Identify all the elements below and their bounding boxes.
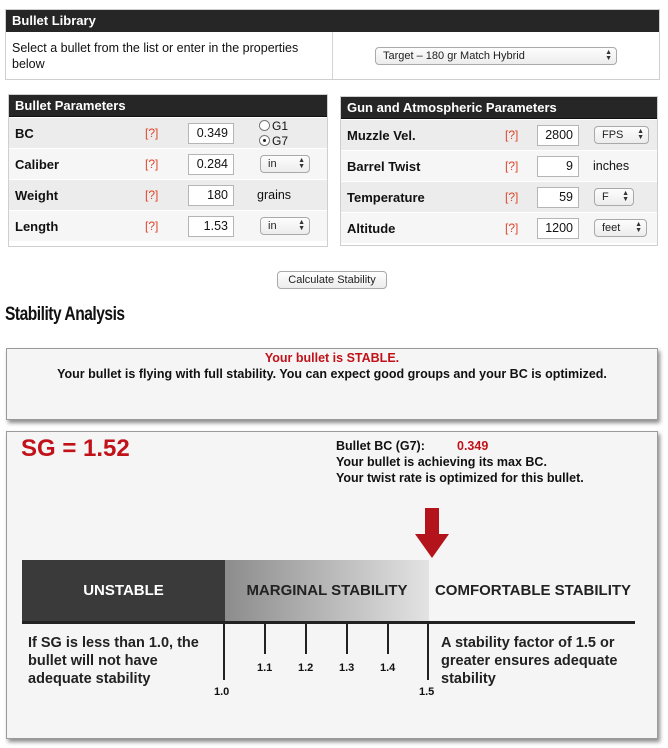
- scale-marginal: MARGINAL STABILITY: [225, 560, 429, 621]
- altitude-help-link[interactable]: [?]: [505, 221, 519, 235]
- select-arrows-icon: ▲ ▼: [298, 219, 305, 232]
- tick-1-0: [223, 621, 225, 680]
- temperature-unit-select[interactable]: F ▲ ▼: [594, 188, 634, 206]
- bc-row: [9, 117, 327, 148]
- g1-radio[interactable]: G1: [259, 119, 288, 134]
- altitude-row: [341, 212, 657, 243]
- bullet-parameters-title: Bullet Parameters: [9, 95, 327, 117]
- tick-1-3: [346, 621, 348, 654]
- bc-input[interactable]: 0.349: [188, 123, 234, 144]
- tick-label-1-1: 1.1: [257, 662, 273, 674]
- tick-label-1-2: 1.2: [298, 662, 314, 674]
- bullet-parameters-table: [8, 94, 328, 247]
- scale-comfortable: COMFORTABLE STABILITY: [429, 560, 637, 621]
- calculate-stability-button[interactable]: Calculate Stability: [277, 271, 387, 289]
- select-arrows-icon: ▲ ▼: [622, 190, 629, 203]
- altitude-input[interactable]: 1200: [537, 218, 579, 239]
- tick-label-1-0: 1.0: [214, 686, 230, 698]
- stability-analysis-title: Stability Analysis: [5, 304, 125, 325]
- muzzle-help-link[interactable]: [?]: [505, 128, 519, 142]
- muzzle-unit-select[interactable]: FPS ▲ ▼: [594, 126, 649, 144]
- comfortable-description: A stability factor of 1.5 or greater ensures adequate stability: [441, 635, 618, 687]
- sg-indicator-arrow-icon: [415, 508, 449, 560]
- bc-help-link[interactable]: [?]: [145, 126, 159, 140]
- gun-parameters-title: Gun and Atmospheric Parameters: [341, 97, 657, 119]
- twist-help-link[interactable]: [?]: [505, 159, 519, 173]
- bc-label: BC: [15, 125, 34, 141]
- select-arrows-icon: ▲ ▼: [298, 157, 305, 170]
- caliber-help-link[interactable]: [?]: [145, 157, 159, 171]
- altitude-unit-select[interactable]: feet ▲ ▼: [594, 219, 647, 237]
- select-arrows-icon: ▲ ▼: [605, 48, 612, 62]
- caliber-unit-select[interactable]: in ▲ ▼: [260, 155, 310, 173]
- scale-baseline: [22, 621, 635, 624]
- muzzle-row: [341, 119, 657, 150]
- caliber-row: [9, 148, 327, 179]
- bullet-library-title: Bullet Library: [6, 10, 659, 32]
- twist-row: [341, 150, 657, 181]
- temperature-help-link[interactable]: [?]: [505, 190, 519, 204]
- tick-1-4: [387, 621, 389, 654]
- muzzle-label: Muzzle Vel.: [347, 127, 416, 143]
- scale-unstable: UNSTABLE: [22, 560, 225, 621]
- tick-label-1-4: 1.4: [380, 662, 396, 674]
- temperature-input[interactable]: 59: [537, 187, 579, 208]
- caliber-input[interactable]: 0.284: [188, 154, 234, 175]
- weight-row: [9, 179, 327, 210]
- bc-info: [336, 438, 584, 486]
- length-label: Length: [15, 218, 59, 234]
- bullet-library-prompt: Select a bullet from the list or enter in the properties below: [6, 32, 333, 79]
- g7-radio[interactable]: G7: [259, 134, 288, 149]
- tick-label-1-5: 1.5: [419, 686, 435, 698]
- length-help-link[interactable]: [?]: [145, 219, 159, 233]
- weight-label: Weight: [15, 187, 59, 203]
- bc-info-value: 0.349: [457, 439, 489, 453]
- temperature-row: [341, 181, 657, 212]
- length-row: [9, 210, 327, 241]
- weight-help-link[interactable]: [?]: [145, 188, 159, 202]
- bullet-library-panel: [5, 9, 660, 80]
- tick-1-2: [305, 621, 307, 654]
- tick-1-1: [264, 621, 266, 654]
- unstable-description: If SG is less than 1.0, the bullet will not have adequate stability: [28, 635, 199, 687]
- weight-unit: grains: [257, 188, 292, 202]
- tick-1-5: [427, 621, 429, 680]
- bc-info-label: Bullet BC (G7):: [336, 439, 425, 453]
- twist-label: Barrel Twist: [347, 158, 421, 174]
- gun-parameters-table: [340, 96, 658, 246]
- radio-on-icon: [259, 135, 270, 146]
- bc-info-line1: Your bullet is achieving its max BC.: [336, 455, 547, 469]
- bullet-select-value: Target – 180 gr Match Hybrid: [383, 49, 525, 62]
- stability-status: Your bullet is STABLE.: [264, 351, 400, 365]
- twist-unit: inches: [593, 159, 630, 173]
- bullet-select[interactable]: [375, 47, 617, 65]
- sg-panel: [6, 431, 658, 739]
- stability-scale: [22, 560, 637, 623]
- altitude-label: Altitude: [347, 220, 396, 236]
- length-unit-select[interactable]: in ▲ ▼: [260, 217, 310, 235]
- stability-message: Your bullet is flying with full stability. You can expect good groups and your BC is optimized.: [57, 367, 607, 381]
- sg-value: SG = 1.52: [21, 435, 130, 462]
- twist-input[interactable]: 9: [537, 156, 579, 177]
- caliber-label: Caliber: [15, 156, 60, 172]
- tick-label-1-3: 1.3: [339, 662, 355, 674]
- select-arrows-icon: ▲ ▼: [637, 128, 644, 141]
- select-arrows-icon: ▲ ▼: [635, 221, 642, 234]
- length-input[interactable]: 1.53: [188, 216, 234, 237]
- muzzle-input[interactable]: 2800: [537, 125, 579, 146]
- radio-off-icon: [259, 120, 270, 131]
- weight-input[interactable]: 180: [188, 185, 234, 206]
- stability-status-panel: [6, 348, 658, 420]
- temperature-label: Temperature: [347, 189, 425, 205]
- bc-info-line2: Your twist rate is optimized for this bullet.: [336, 471, 584, 485]
